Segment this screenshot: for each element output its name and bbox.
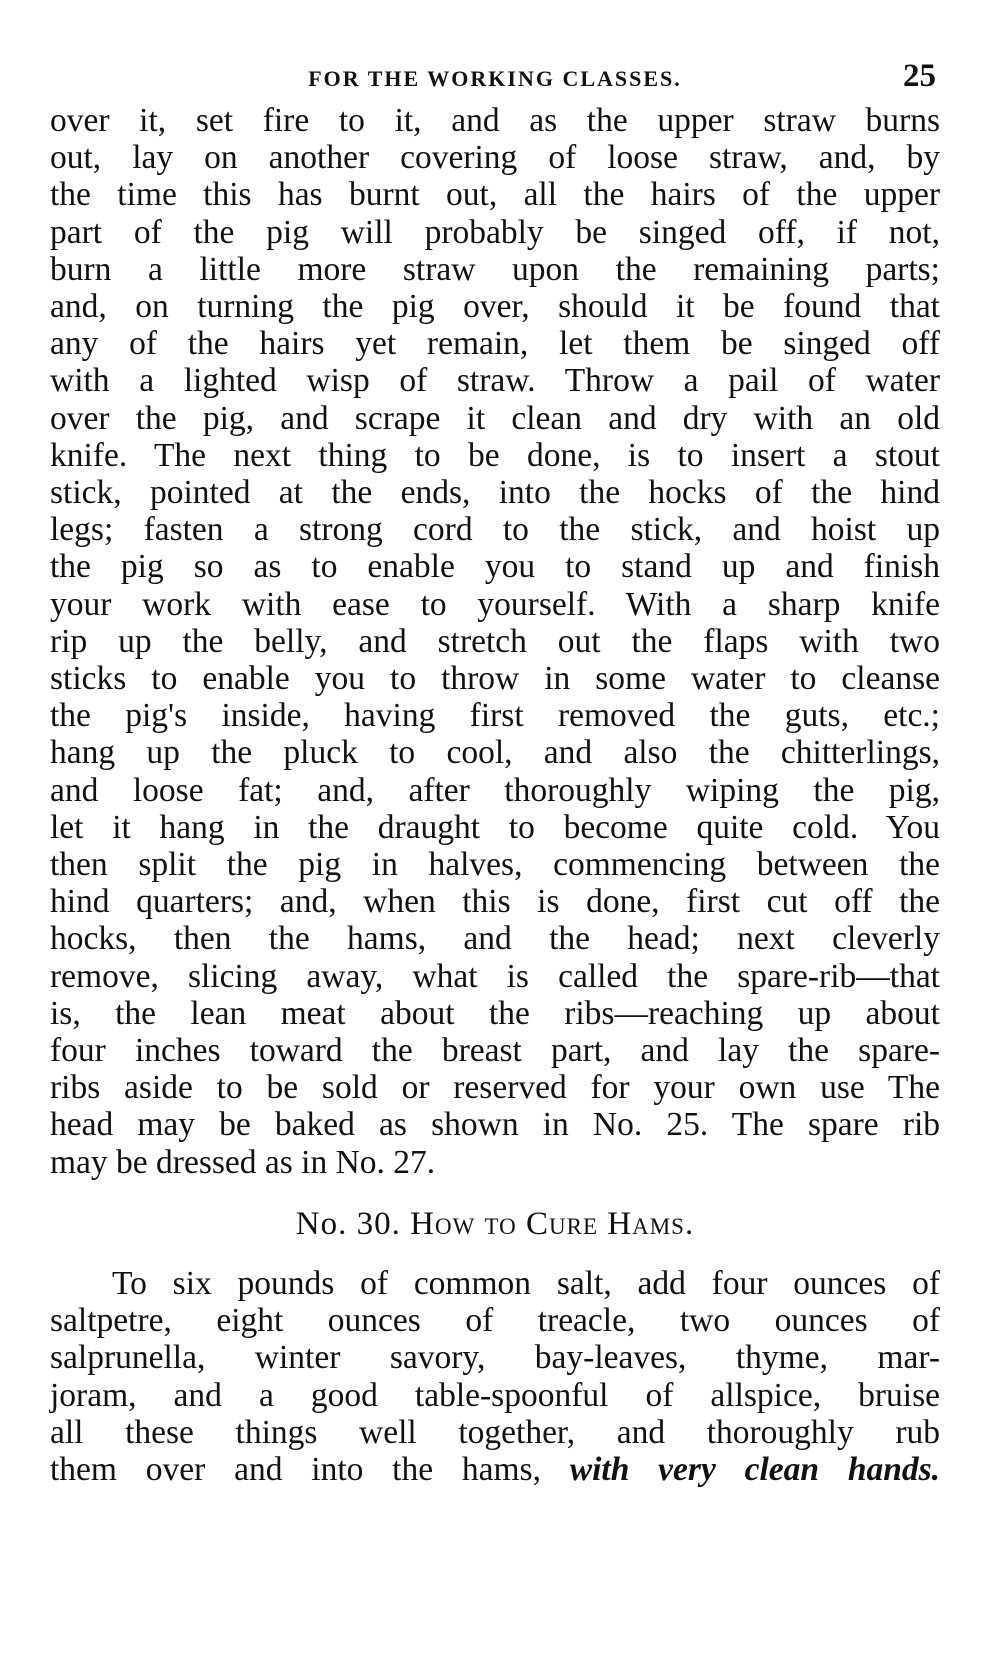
text-line: joram, and a good table-spoonful of allspice, bruise	[50, 1376, 940, 1414]
text-line: any of the hairs yet remain, let them be singed off	[50, 325, 940, 363]
text-line: head may be baked as shown in No. 25. The spare rib	[50, 1106, 940, 1144]
section-heading	[50, 1205, 940, 1243]
text-line: over it, set fire to it, and as the upper straw burns	[50, 102, 940, 139]
running-head	[50, 52, 940, 102]
text-line: stick, pointed at the ends, into the hocks of the hind	[50, 474, 940, 512]
running-title: FOR THE WORKING CLASSES.	[308, 66, 682, 91]
text-line: then split the pig in halves, commencing between the	[50, 846, 940, 884]
text-line: with a lighted wisp of straw. Throw a pail of water	[50, 362, 940, 400]
text-line: burn a little more straw upon the remaining parts;	[50, 250, 940, 288]
text-line: may be dressed as in No. 27.	[50, 1143, 436, 1181]
text-line: remove, slicing away, what is called the spare-rib—that	[50, 957, 940, 995]
text-line: the time this has burnt out, all the hairs of the upper	[50, 176, 940, 214]
text-line: is, the lean meat about the ribs—reaching up about	[50, 994, 940, 1032]
text-line: saltpetre, eight ounces of treacle, two ounces of	[50, 1302, 940, 1340]
text-line: and, on turning the pig over, should it be found that	[50, 288, 940, 326]
text-line: knife. The next thing to be done, is to insert a stout	[50, 436, 940, 474]
text-line: over the pig, and scrape it clean and dry with an old	[50, 399, 940, 437]
text-line: To six pounds of common salt, add four ounces of	[112, 1264, 940, 1302]
text-line: out, lay on another covering of loose straw, and, by	[50, 139, 940, 177]
body-paragraph	[50, 102, 940, 1181]
text-line: rip up the belly, and stretch out the flaps with two	[50, 622, 940, 660]
text-line: hocks, then the hams, and the head; next cleverly	[50, 920, 940, 958]
text-line: and loose fat; and, after thoroughly wiping the pig,	[50, 771, 940, 809]
text-line: all these things well together, and thoroughly rub	[50, 1413, 940, 1451]
text-line: the pig's inside, having first removed the guts, etc.;	[50, 697, 940, 735]
text-line: let it hang in the draught to become quite cold. You	[50, 808, 940, 846]
book-page	[50, 52, 940, 1488]
text-line: hind quarters; and, when this is done, first cut off the	[50, 883, 940, 921]
text-line: four inches toward the breast part, and lay the spare-	[50, 1032, 940, 1070]
section-title: How to Cure Hams.	[410, 1205, 695, 1242]
recipe-paragraph	[50, 1265, 940, 1488]
text-line: ribs aside to be sold or reserved for your own use The	[50, 1069, 940, 1107]
section-number: No. 30.	[295, 1205, 401, 1242]
final-line-plain: them over and into the hams,	[50, 1450, 541, 1488]
text-line: hang up the pluck to cool, and also the chitterlings,	[50, 734, 940, 772]
text-line: sticks to enable you to throw in some water to cleanse	[50, 660, 940, 698]
final-line-emphasis: with very clean hands.	[569, 1450, 940, 1488]
text-line: part of the pig will probably be singed off, if not,	[50, 213, 940, 251]
text-line: the pig so as to enable you to stand up and finish	[50, 548, 940, 586]
final-line	[50, 1451, 940, 1488]
text-line: legs; fasten a strong cord to the stick, and hoist up	[50, 511, 940, 549]
text-line: your work with ease to yourself. With a sharp knife	[50, 585, 940, 623]
page-number: 25	[903, 58, 936, 94]
text-line: salprunella, winter savory, bay-leaves, thyme, mar-	[50, 1339, 940, 1377]
